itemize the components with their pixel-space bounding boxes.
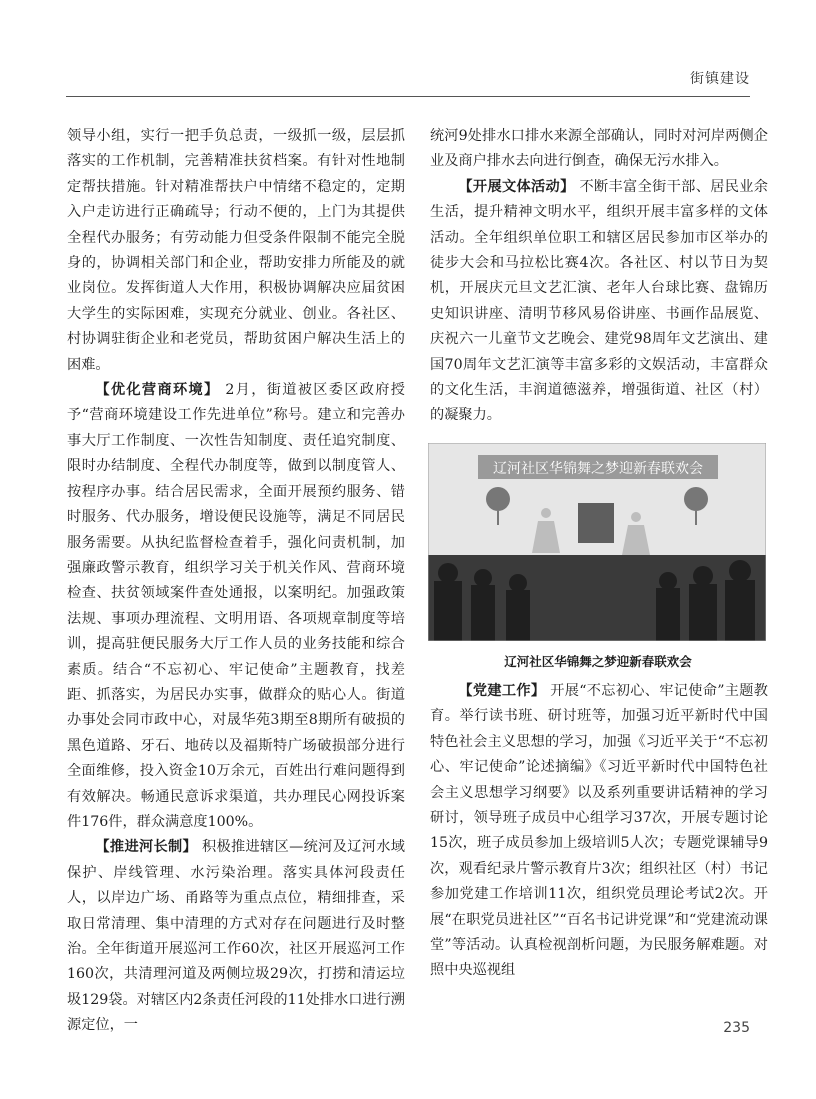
paragraph-text: 开展“不忘初心、牢记使命”主题教育。举行读书班、研讨班等，加强习近平新时代中国特色社会主义思想的学习，加强《习近平关于“不忘初心、牢记使命”论述摘编》《习近平新时代中国特色社会主义思想学习纲要》以及系列重要讲话精神的学习研讨，领导班子成员中心组学习37次，开展专题讨论15次，班子成员参加上级培训5人次；专题党课辅导9次，观看纪录片警示教育片3次；组织社区（村）书记参加党建工作培训11次，组织党员理论考试2次。开展“在职党员进社区”“百名书记讲党课”和“党建流动课堂”等活动。认真检视剖析问题，为民服务解难题。对照中央巡视组 — [430, 682, 768, 979]
header-rule — [66, 96, 750, 97]
paragraph-text: 积极推进辖区—统河及辽河水域保护、岸线管理、水污染治理。落实具体河段责任人，以岸边广场、甬路等为重点点位，精细排查，采取日常清理、集中清理的方式对存在问题进行及时整治。全年街道开展巡河工作60次，社区开展巡河工作160次，共清理河道及两侧垃圾29次，打捞和清运垃圾129袋。对辖区内2条责任河段的11处排水口进行溯源定位，一 — [67, 839, 405, 1034]
section-tag: 【优化营商环境】 — [95, 382, 220, 399]
section-tag: 【党建工作】 — [458, 682, 546, 699]
paragraph-text: 不断丰富全街干部、居民业余生活，提升精神文明水平，组织开展丰富多样的文体活动。全年组织单位职工和辖区居民参加市区举办的徒步大会和马拉松比赛4次。各社区、村以节日为契机，开展庆元旦文艺汇演、老年人台球比赛、盘锦历史知识讲座、清明节移风易俗讲座、书画作品展览、庆祝六一儿童节文艺晚会、建党98周年文艺演出、建国70周年文艺汇演等丰富多彩的文娱活动，丰富群众的文化生活，丰润道德滋养，增强街道、社区（村）的凝聚力。 — [430, 178, 768, 424]
section-tag: 【开展文体活动】 — [458, 178, 575, 195]
event-photo — [428, 443, 766, 641]
paragraph-text: 2月，街道被区委区政府授予“营商环境建设工作先进单位”称号。建立和完善办事大厅工作制度、一次性告知制度、责任追究制度、限时办结制度、全程代办制度等，做到以制度管人、按程序办事。结合居民需求，全面开展预约服务、错时服务、代办服务，增设便民设施等，满足不同居民服务需要。从执纪监督检查着手，强化问责机制，加强廉政警示教育，组织学习关于机关作风、营商环境检查、扶贫领域案件查处通报，以案明纪。加强政策法规、事项办理流程、文明用语、各项规章制度等培训，提高驻便民服务大厅工作人员的业务技能和综合素质。结合“不忘初心、牢记使命”主题教育，找差距、抓落实，为居民办实事，做群众的贴心人。街道办事处会同市政中心，对晟华苑3期至8期所有破损的黑色道路、牙石、地砖以及福斯特广场破损部分进行全面维修，投入资金10万余元，百姓出行难问题得到有效解决。畅通民意诉求渠道，共办理民心网投诉案件176件，群众满意度100%。 — [67, 382, 405, 830]
paragraph-river-continued: 统河9处排水口排水来源全部确认，同时对河岸两侧企业及商户排水去向进行倒查，确保无污水排入。 — [430, 128, 768, 170]
paragraph-river-chief — [67, 835, 405, 1038]
photo-figure — [428, 443, 768, 679]
stage-banner-text: 辽河社区华锦舞之梦迎新春联欢会 — [493, 460, 703, 477]
right-column — [430, 124, 768, 984]
lantern-icon — [684, 487, 708, 511]
photo-caption: 辽河社区华锦舞之梦迎新春联欢会 — [504, 653, 692, 669]
paragraph-cultural-activities — [430, 175, 768, 429]
page-number: 235 — [723, 1020, 750, 1036]
left-column — [67, 124, 405, 1039]
running-header: 街镇建设 — [690, 71, 750, 87]
paragraph-business-environment — [67, 378, 405, 835]
paragraph-poverty-relief: 领导小组，实行一把手负总责，一级抓一级，层层抓落实的工作机制，完善精准扶贫档案。有针对性地制定帮扶措施。针对精准帮扶户中情绪不稳定的，定期入户走访进行正确疏导；行动不便的，上门为其提供全程代办服务；有劳动能力但受条件限制不能完全脱身的，协调相关部门和企业，帮助安排力所能及的就业岗位。发挥街道人大作用，积极协调解决应届贫困大学生的实际困难，实现充分就业、创业。各社区、村协调驻街企业和老党员，帮助贫困户解决生活上的困难。 — [67, 128, 405, 373]
photo-illustration — [428, 443, 766, 641]
section-tag: 【推进河长制】 — [95, 839, 198, 856]
lantern-icon — [486, 487, 510, 511]
paragraph-party-building — [430, 679, 768, 984]
party-emblem-board — [578, 503, 614, 543]
